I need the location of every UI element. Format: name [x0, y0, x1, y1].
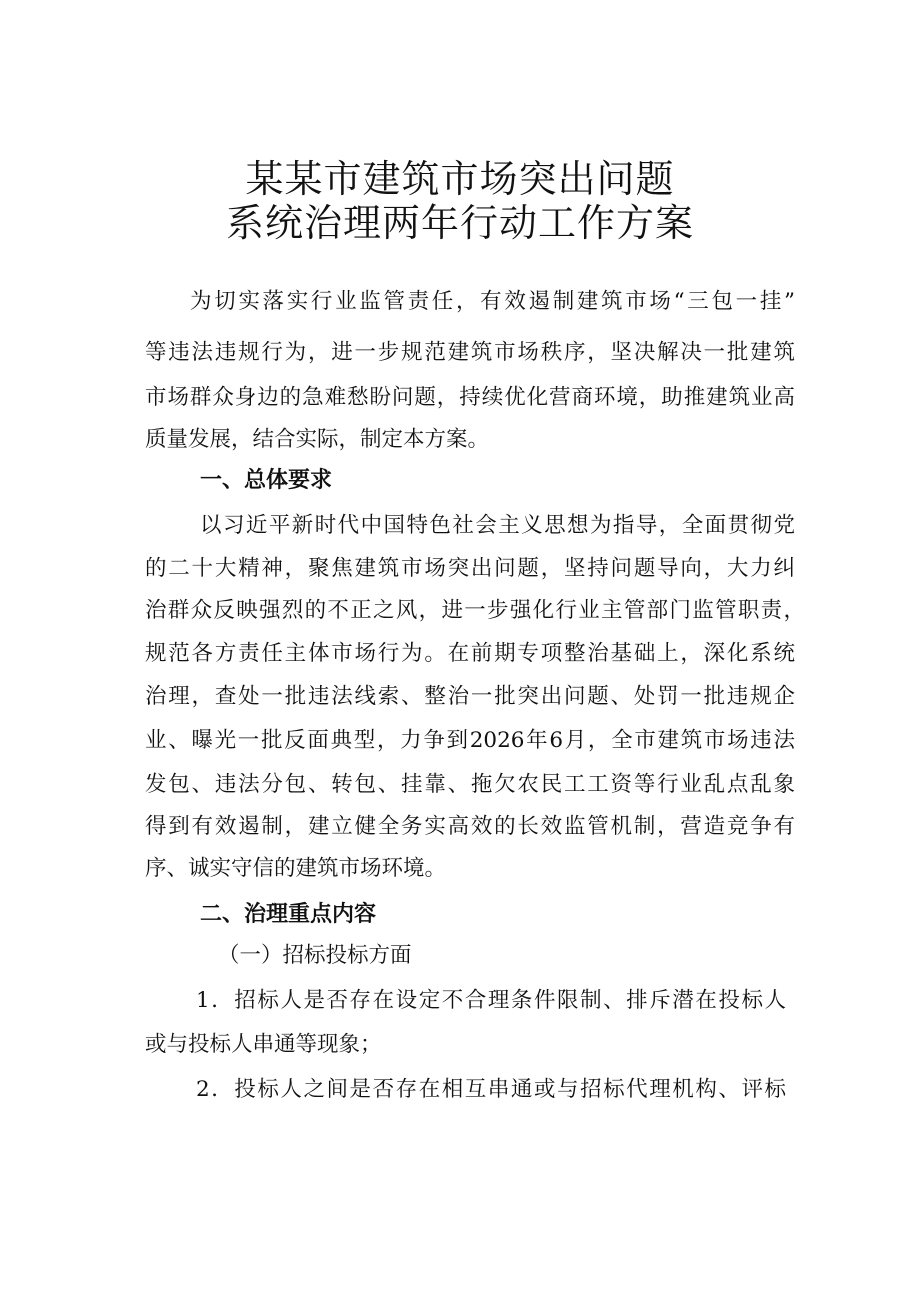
section1-line: 规范各方责任主体市场行为。在前期专项整治基础上，深化系统 [145, 641, 795, 666]
intro-line: 等违法违规行为，进一步规范建筑市场秩序，坚决解决一批建筑 [145, 340, 795, 365]
section1-line: 的二十大精神，聚焦建筑市场突出问题，坚持问题导向，大力纠 [145, 556, 795, 581]
section-heading-key-governance: 二、治理重点内容 [200, 902, 377, 927]
item-2-line: 2．投标人之间是否存在相互串通或与招标代理机构、评标 [196, 1077, 786, 1102]
section1-line: 治群众反映强烈的不正之风，进一步强化行业主管部门监管职责， [145, 598, 805, 623]
section1-line: 以习近平新时代中国特色社会主义思想为指导，全面贯彻党 [200, 513, 795, 538]
section1-line: 得到有效遏制，建立健全务实高效的长效监管机制，营造竞争有 [145, 814, 795, 839]
document-title-line-1: 某某市建筑市场突出问题 [245, 157, 675, 201]
section-heading-overall-requirements: 一、总体要求 [200, 468, 333, 493]
item-1-line: 或与投标人串通等现象； [145, 1032, 382, 1057]
section1-line: 业、曝光一批反面典型，力争到2026年6月，全市建筑市场违法 [145, 728, 795, 753]
section1-line: 治理，查处一批违法线索、整治一批突出问题、处罚一批违规企 [145, 684, 795, 709]
document-title-line-2: 系统治理两年行动工作方案 [225, 201, 694, 245]
section1-line: 发包、违法分包、转包、挂靠、拖欠农民工工资等行业乱点乱象 [145, 772, 795, 797]
intro-line: 为切实落实行业监管责任，有效遏制建筑市场“三包一挂” [190, 289, 795, 314]
intro-line: 质量发展，结合实际，制定本方案。 [145, 427, 490, 452]
item-1-line: 1．招标人是否存在设定不合理条件限制、排斥潜在投标人 [196, 988, 786, 1013]
subsection-heading-bidding: （一）招标投标方面 [218, 943, 412, 968]
section1-line: 序、诚实守信的建筑市场环境。 [145, 856, 447, 881]
intro-line: 市场群众身边的急难愁盼问题，持续优化营商环境，助推建筑业高 [145, 385, 795, 410]
